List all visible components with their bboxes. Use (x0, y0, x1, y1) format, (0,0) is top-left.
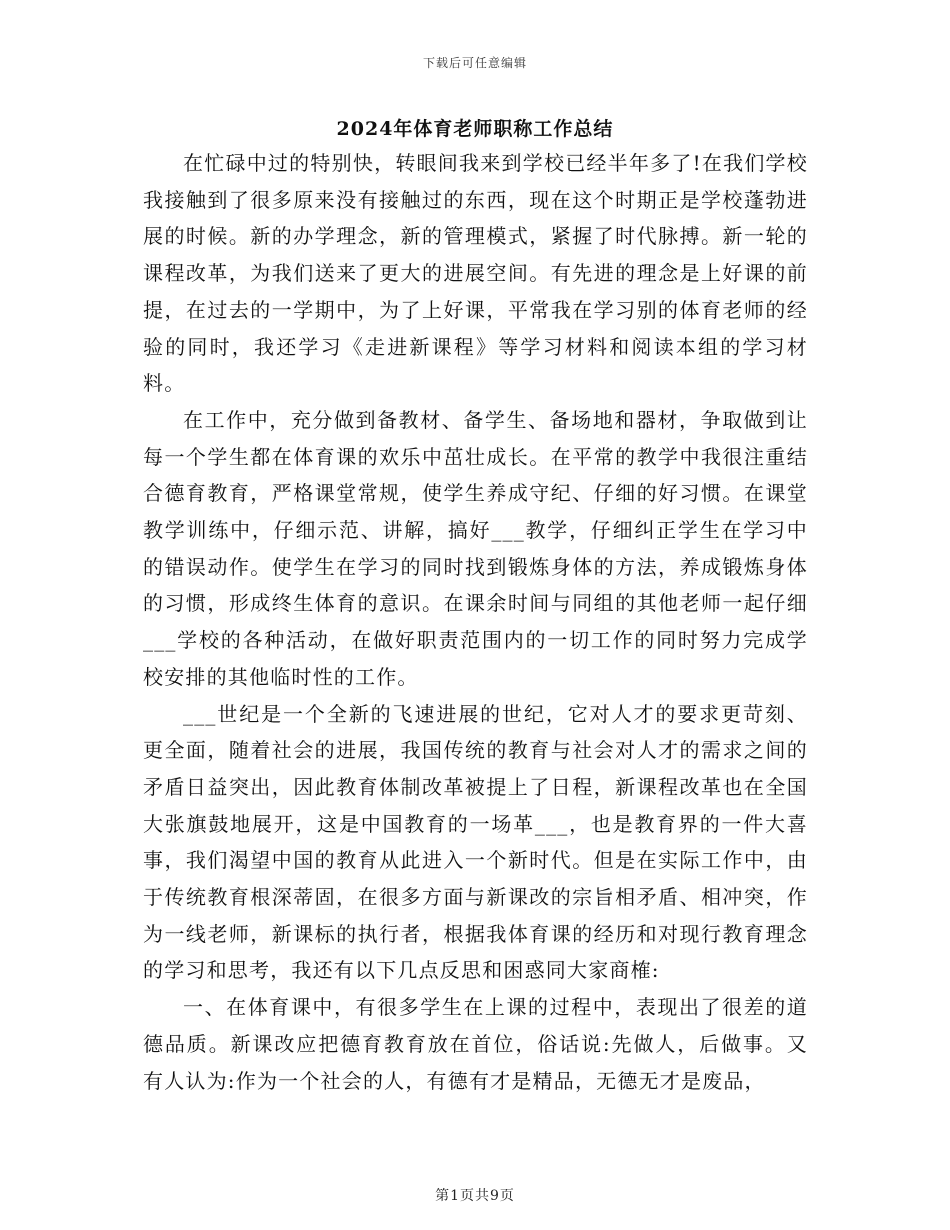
document-body (143, 145, 808, 1099)
document-title: 2024年体育老师职称工作总结 (336, 118, 614, 140)
paragraph-4: 一、在体育课中，有很多学生在上课的过程中，表现出了很差的道德品质。新课改应把德育教育放在首位，俗话说:先做人，后做事。又有人认为:作为一个社会的人，有德有才是精品，无德无才是废品， (143, 995, 808, 1093)
page-number-footer: 第1页共9页 (435, 1188, 515, 1204)
paragraph-1: 在忙碌中过的特别快，转眼间我来到学校已经半年多了!在我们学校我接触到了很多原来没有接触过的东西，现在这个时期正是学校蓬勃进展的时候。新的办学理念，新的管理模式，紧握了时代脉搏。新一轮的课程改革，为我们送来了更大的进展空间。有先进的理念是上好课的前提，在过去的一学期中，为了上好课，平常我在学习别的体育老师的经验的同时，我还学习《走进新课程》等学习材料和阅读本组的学习材料。 (143, 151, 808, 396)
header-note: 下载后可任意编辑 (422, 56, 527, 70)
paragraph-2: 在工作中，充分做到备教材、备学生、备场地和器材，争取做到让每一个学生都在体育课的欢乐中茁壮成长。在平常的教学中我很注重结合德育教育，严格课堂常规，使学生养成守纪、仔细的好习惯。在课堂教学训练中，仔细示范、讲解，搞好___教学，仔细纠正学生在学习中的错误动作。使学生在学习的同时找到锻炼身体的方法，养成锻炼身体的习惯，形成终生体育的意识。在课余时间与同组的其他老师一起仔细___学校的各种活动，在做好职责范围内的一切工作的同时努力完成学校安排的其他临时性的工作。 (143, 407, 808, 689)
paragraph-3: ___世纪是一个全新的飞速进展的世纪，它对人才的要求更苛刻、更全面，随着社会的进展，我国传统的教育与社会对人才的需求之间的矛盾日益突出，因此教育体制改革被提上了日程，新课程改革也在全国大张旗鼓地展开，这是中国教育的一场革___，也是教育界的一件大喜事，我们渴望中国的教育从此进入一个新时代。但是在实际工作中，由于传统教育根深蒂固，在很多方面与新课改的宗旨相矛盾、相冲突，作为一线老师，新课标的执行者，根据我体育课的经历和对现行教育理念的学习和思考，我还有以下几点反思和困惑同大家商榷: (143, 701, 808, 983)
